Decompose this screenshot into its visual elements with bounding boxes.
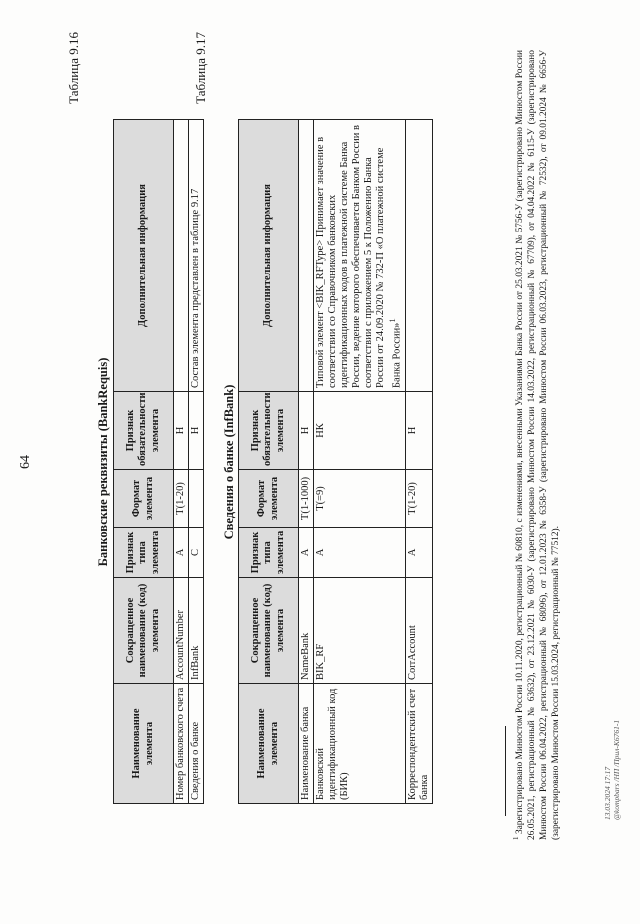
cell-format: Т(1-20) bbox=[174, 470, 189, 528]
cell-info bbox=[299, 120, 314, 392]
table-title-9-16: Банковские реквизиты (BankRequis) bbox=[96, 357, 110, 567]
col-header-info: Дополнительная информация bbox=[114, 120, 174, 392]
col-header-code: Сокращенное наименование (код) элемента bbox=[114, 578, 174, 684]
cell-format: Т(=9) bbox=[314, 470, 406, 528]
cell-code: CorrAccount bbox=[406, 578, 433, 684]
col-header-name: Наименование элемента bbox=[114, 684, 174, 804]
cell-info: Состав элемента представлен в таблице 9.17 bbox=[189, 120, 204, 392]
cell-info-text: Типовой элемент <BIK_RFType> Принимает значение в соответствии со Справочником банковских идентификационных кодов в платежной системе Банка России, ведение которого обеспечивается Банком России в соответствии с приложением 5 к Положению Банка России от 24.09.2020 № 732-П «О платежной системе Банка России» bbox=[315, 125, 403, 388]
col-header-format: Формат элемента bbox=[239, 470, 299, 528]
cell-format: Т(1-20) bbox=[406, 470, 433, 528]
col-header-info: Дополнительная информация bbox=[239, 120, 299, 392]
cell-required: Н bbox=[189, 392, 204, 470]
stamp-path: @kompbars /НП /Прил-К6761-1 bbox=[612, 719, 621, 820]
cell-type: А bbox=[174, 528, 189, 578]
table-header-row bbox=[239, 120, 299, 804]
table-label-9-17: Таблица 9.17 bbox=[193, 32, 208, 104]
cell-type: А bbox=[314, 528, 406, 578]
cell-code: InfBank bbox=[189, 578, 204, 684]
cell-required: Н bbox=[174, 392, 189, 470]
footnote-text: Зарегистрировано Минюстом России 10.11.2020, регистрационный № 60810, с изменениями, внесенными Указаниями Банка России от 25.03.2021 № 5756-У (зарегистрировано Минюстом России 26.05.2021, регистрационный № 63632), от 23.12.2021 № 6030-У (зарегистрировано Минюстом России 14.03.2022, регистрационный № 67709), от 04.04.2022 № 6115-У (зарегистрировано Минюстом России 06.04.2022, регистрационный № 68096), от 12.01.2023 № 6358-У (зарегистрировано Минюстом России 06.03.2023, регистрационный № 72532), от 09.01.2024 № 6656-У (зарегистрировано Минюстом России 15.03.2024, регистрационный № 77512). bbox=[515, 49, 562, 840]
table-row bbox=[174, 120, 189, 804]
table-row bbox=[189, 120, 204, 804]
col-header-code: Сокращенное наименование (код) элемента bbox=[239, 578, 299, 684]
cell-required: Н bbox=[406, 392, 433, 470]
cell-format bbox=[189, 470, 204, 528]
cell-code: BIK_RF bbox=[314, 578, 406, 684]
cell-info bbox=[314, 120, 406, 392]
table-header-row bbox=[114, 120, 174, 804]
cell-required: Н bbox=[299, 392, 314, 470]
cell-format: Т(1-1000) bbox=[299, 470, 314, 528]
cell-name: Банковский идентификационный код (БИК) bbox=[314, 684, 406, 804]
col-header-required: Признак обязательности элемента bbox=[239, 392, 299, 470]
col-header-required: Признак обязательности элемента bbox=[114, 392, 174, 470]
col-header-format: Формат элемента bbox=[114, 470, 174, 528]
col-header-type: Признак типа элемента bbox=[239, 528, 299, 578]
table-title-9-17: Сведения о банке (InfBank) bbox=[222, 384, 236, 540]
cell-info bbox=[406, 120, 433, 392]
print-stamp bbox=[603, 720, 621, 820]
bank-info-table bbox=[238, 119, 433, 804]
table-label-9-16: Таблица 9.16 bbox=[66, 32, 81, 104]
bank-requisites-table bbox=[113, 119, 204, 804]
cell-name: Корреспондентский счет банка bbox=[406, 684, 433, 804]
cell-code: AccountNumber bbox=[174, 578, 189, 684]
stamp-datetime: 13.03.2024 17:17 bbox=[603, 766, 612, 820]
footnote-divider bbox=[505, 726, 506, 816]
cell-name: Сведения о банке bbox=[189, 684, 204, 804]
cell-code: NameBank bbox=[299, 578, 314, 684]
table-row bbox=[299, 120, 314, 804]
col-header-name: Наименование элемента bbox=[239, 684, 299, 804]
cell-info bbox=[174, 120, 189, 392]
cell-type: А bbox=[406, 528, 433, 578]
page-number: 64 bbox=[18, 455, 33, 469]
cell-required: НК bbox=[314, 392, 406, 470]
cell-name: Наименование банка bbox=[299, 684, 314, 804]
table-row bbox=[314, 120, 406, 804]
footnote bbox=[512, 50, 562, 840]
col-header-type: Признак типа элемента bbox=[114, 528, 174, 578]
table-row bbox=[406, 120, 433, 804]
footnote-ref: 1 bbox=[387, 318, 398, 323]
cell-name: Номер банковского счета bbox=[174, 684, 189, 804]
cell-type: А bbox=[299, 528, 314, 578]
footnote-mark: 1 bbox=[512, 836, 520, 840]
cell-type: С bbox=[189, 528, 204, 578]
